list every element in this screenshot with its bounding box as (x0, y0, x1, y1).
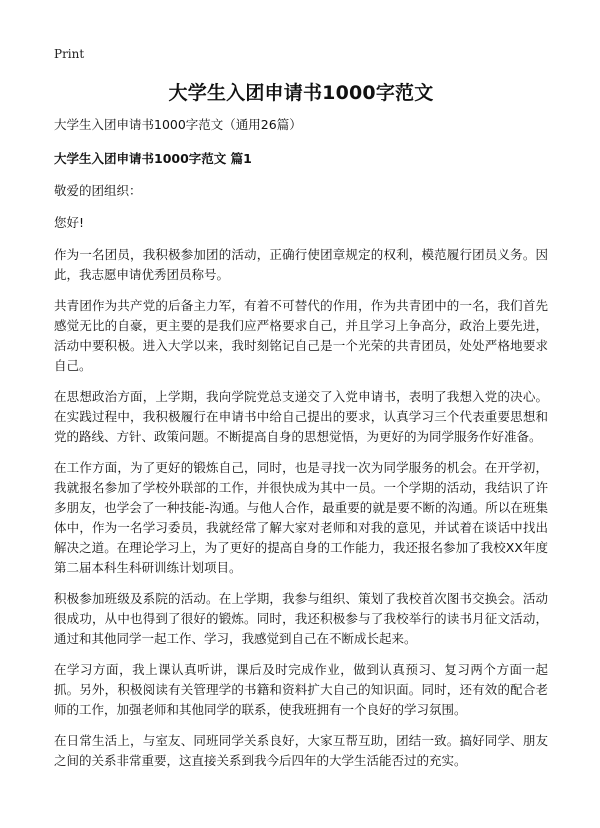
greeting: 您好! (54, 215, 85, 230)
paragraph: 作为一名团员，我积极参加团的活动，正确行使团章规定的权利，模范履行团员义务。因此，我志愿申请优秀团员称号。 (54, 247, 548, 282)
paragraph: 在日常生活上，与室友、同班同学关系良好，大家互帮互助，团结一致。搞好同学、朋友之间的关系非常重要，这直接关系到我今后四年的大学生活能否过的充实。 (54, 733, 548, 768)
document-title: 大学生入团申请书1000字范文 (168, 82, 434, 104)
paragraph: 积极参加班级及系院的活动。在上学期，我参与组织、策划了我校首次图书交换会。活动很成功，从中也得到了很好的锻炼。同时，我还积极参与了我校举行的读书月征文活动，通过和其他同学一起工作、学习，我感觉到自己在不断成长起来。 (54, 591, 548, 646)
salutation: 敬爱的团组织： (54, 183, 142, 198)
print-label: Print (54, 47, 85, 61)
section-heading: 大学生入团申请书1000字范文 篇1 (54, 151, 252, 166)
paragraph: 在工作方面，为了更好的锻炼自己，同时，也是寻找一次为同学服务的机会。在开学初，我就报名参加了学校外联部的工作，并很快成为其中一员。一个学期的活动，我结识了许多朋友，也学会了一种技能-沟通。与他人合作，最重要的就是要不断的沟通。所以在班集体中，作为一名学习委员，我就经常了解大家对老师和对我的意见，并试着在谈话中找出解决之道。在理论学习上，为了更好的提高自身的工作能力，我还报名参加了我校XX年度第二届本科生科研训练计划项目。 (54, 460, 548, 575)
paragraph: 在思想政治方面，上学期，我向学院党总支递交了入党申请书，表明了我想入党的决心。在实践过程中，我积极履行在申请书中给自己提出的要求，认真学习三个代表重要思想和党的路线、方针、政策问题。不断提高自身的思想觉悟，为更好的为同学服务作好准备。 (54, 389, 548, 444)
paragraph: 共青团作为共产党的后备主力军，有着不可替代的作用，作为共青团中的一名，我们首先感觉无比的自豪，更主要的是我们应严格要求自己，并且学习上争高分，政治上要先进，活动中要积极。进入大学以来，我时刻铭记自己是一个光荣的共青团员，处处严格地要求自己。 (54, 298, 548, 373)
document-subtitle: 大学生入团申请书1000字范文（通用26篇） (54, 117, 302, 132)
paragraph: 在学习方面，我上课认真听讲，课后及时完成作业，做到认真预习、复习两个方面一起抓。另外，积极阅读有关管理学的书籍和资料扩大自己的知识面。同时，还有效的配合老师的工作，加强老师和其他同学的联系，使我班拥有一个良好的学习氛围。 (54, 662, 548, 717)
